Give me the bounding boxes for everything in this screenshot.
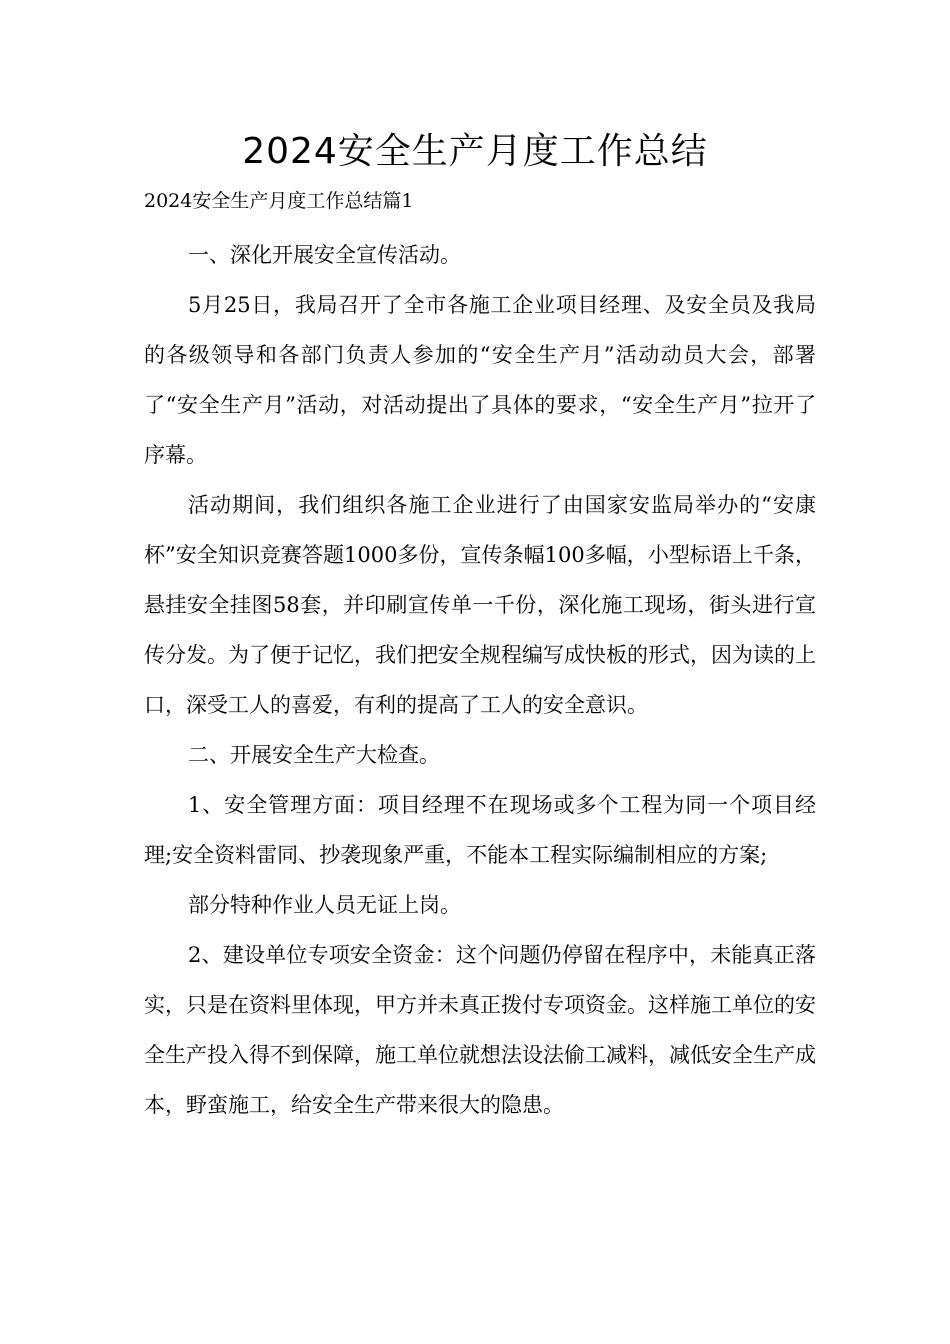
- paragraph-uncertified-workers: 部分特种作业人员无证上岗。: [188, 893, 461, 917]
- document-title: 2024安全生产月度工作总结: [242, 131, 708, 172]
- paragraph-section-1-heading: 一、深化开展安全宣传活动。: [188, 243, 461, 267]
- paragraph-mobilization-meeting: 5月25日，我局召开了全市各施工企业项目经理、及安全员及我局的各级领导和各部门负责人参加的“安全生产月”活动动员大会，部署了“安全生产月”活动，对活动提出了具体的要求，“安全生产月”拉开了序幕。: [144, 293, 816, 467]
- document-subtitle: 2024安全生产月度工作总结篇1: [144, 190, 414, 212]
- paragraph-activity-period: 活动期间，我们组织各施工企业进行了由国家安监局举办的“安康杯”安全知识竞赛答题1000多份，宣传条幅100多幅，小型标语上千条，悬挂安全挂图58套，并印刷宣传单一千份，深化施工现场，街头进行宣传分发。为了便于记忆，我们把安全规程编写成快板的形式，因为读的上口，深受工人的喜爱，有利的提高了工人的安全意识。: [144, 493, 816, 717]
- paragraph-safety-funds: 2、建设单位专项安全资金：这个问题仍停留在程序中，未能真正落实，只是在资料里体现，甲方并未真正拨付专项资金。这样施工单位的安全生产投入得不到保障，施工单位就想法设法偷工减料，减低安全生产成本，野蛮施工，给安全生产带来很大的隐患。: [144, 943, 816, 1117]
- document-body: [144, 230, 816, 1130]
- paragraph-safety-management: 1、安全管理方面：项目经理不在现场或多个工程为同一个项目经理;安全资料雷同、抄袭现象严重，不能本工程实际编制相应的方案;: [144, 793, 816, 867]
- paragraph-section-2-heading: 二、开展安全生产大检查。: [188, 743, 440, 767]
